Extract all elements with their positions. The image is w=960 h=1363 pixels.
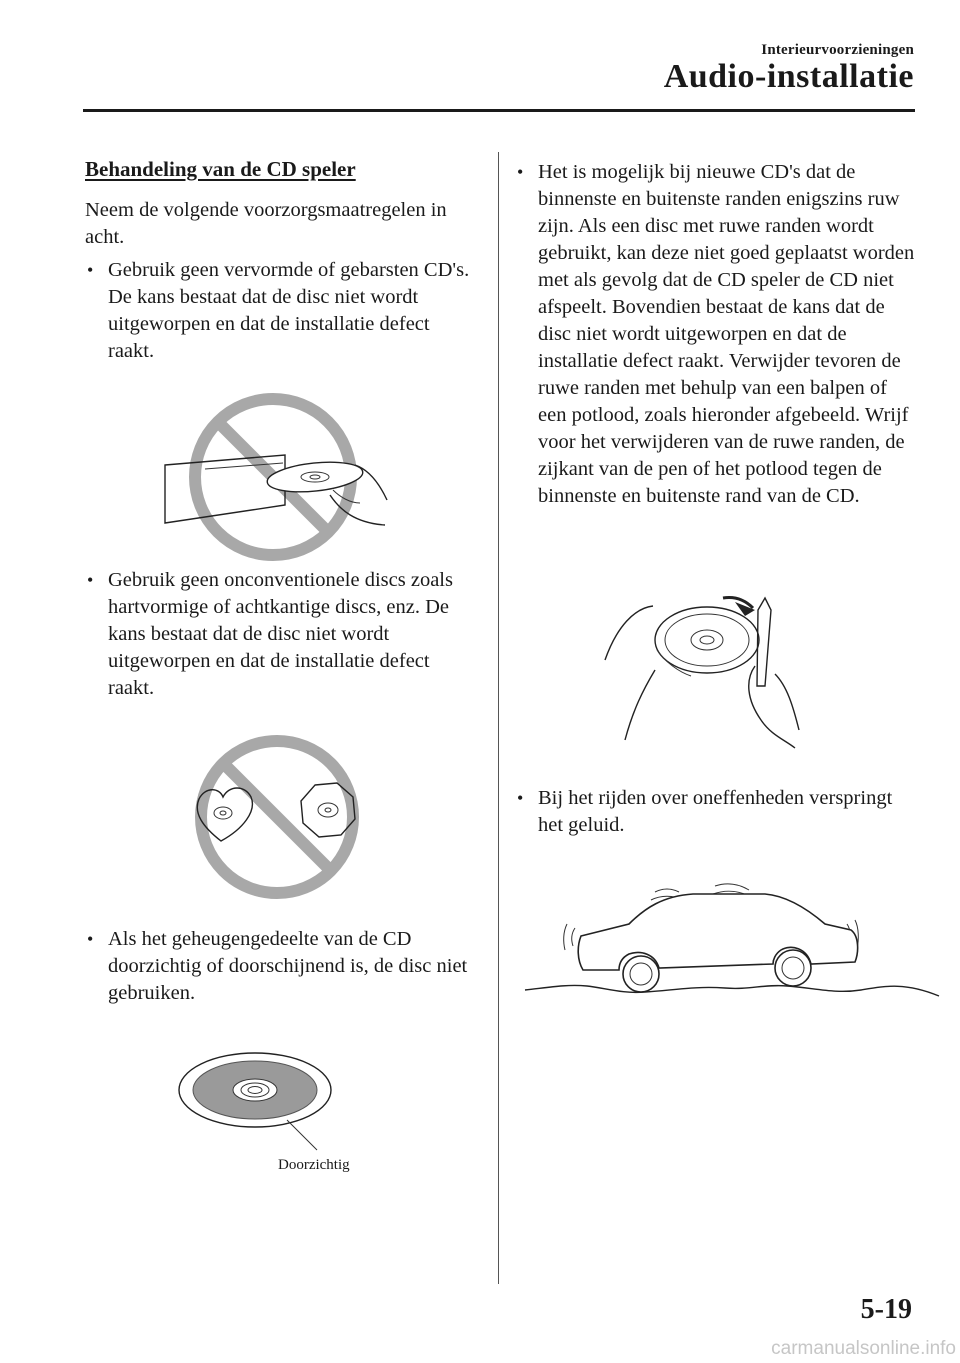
bullet-text: Bij het rijden over oneffenheden verspringt het geluid. <box>538 787 893 836</box>
transparent-disc-illustration <box>175 1050 345 1160</box>
header-rule <box>83 109 915 112</box>
bullet-item <box>87 567 478 702</box>
bullet-icon: • <box>87 929 94 949</box>
bullet-icon: • <box>517 788 524 808</box>
road-line <box>525 985 939 996</box>
no-deformed-cd-illustration <box>155 385 405 565</box>
bullet-icon: • <box>87 570 94 590</box>
chapter-title: Audio-installatie <box>663 58 914 95</box>
intro-paragraph: Neem de volgende voorzorgsmaatregelen in acht. <box>85 199 447 248</box>
bullet-text: Gebruik geen onconventionele discs zoals hartvormige of achtkantige discs, enz. De kans bestaat dat de disc niet wordt uitgeworpen en dat de installatie defect raakt. <box>108 569 453 699</box>
bullet-item <box>87 257 478 365</box>
transparent-caption: Doorzichtig <box>278 1157 350 1173</box>
column-divider <box>498 152 499 1284</box>
bullet-item <box>87 926 478 1007</box>
watermark: carmanualsonline.info <box>771 1338 956 1359</box>
bullet-item <box>517 159 916 510</box>
no-irregular-discs-illustration <box>185 735 370 900</box>
car-bumps-illustration <box>525 878 945 1003</box>
bullet-text: Als het geheugengedeelte van de CD doorzichtig of doorschijnend is, de disc niet gebruiken. <box>108 928 468 1004</box>
page-number: 5-19 <box>860 1294 912 1325</box>
section-heading: Behandeling van de CD speler <box>85 157 356 181</box>
bullet-icon: • <box>87 260 94 280</box>
bullet-icon: • <box>517 162 524 182</box>
bullet-text: Gebruik geen vervormde of gebarsten CD's. De kans bestaat dat de disc niet wordt uitgeworpen en dat de installatie defect raakt. <box>108 259 470 362</box>
caption-leader-line <box>287 1120 317 1150</box>
bullet-item <box>517 785 916 839</box>
deburring-illustration <box>595 590 835 750</box>
section-label: Interieurvoorzieningen <box>761 42 914 58</box>
car-body-icon <box>578 894 857 970</box>
bullet-text: Het is mogelijk bij nieuwe CD's dat de binnenste en buitenste randen enigszins ruw zijn. Als een disc met ruwe randen wordt gebruikt, kan deze niet goed geplaatst worden met als gevolg dat de CD speler de CD niet afspeelt. Bovendien bestaat de kans dat de disc niet wordt uitgeworpen en dat de installatie defect raakt. Verwijder tevoren de ruwe randen met behulp van een balpen of een potlood, zoals hieronder afgebeeld. Wrijf voor het verwijderen van de ruwe randen, de zijkant van de pen of het potlood tegen de binnenste en buitenste rand van de CD. <box>538 161 915 507</box>
